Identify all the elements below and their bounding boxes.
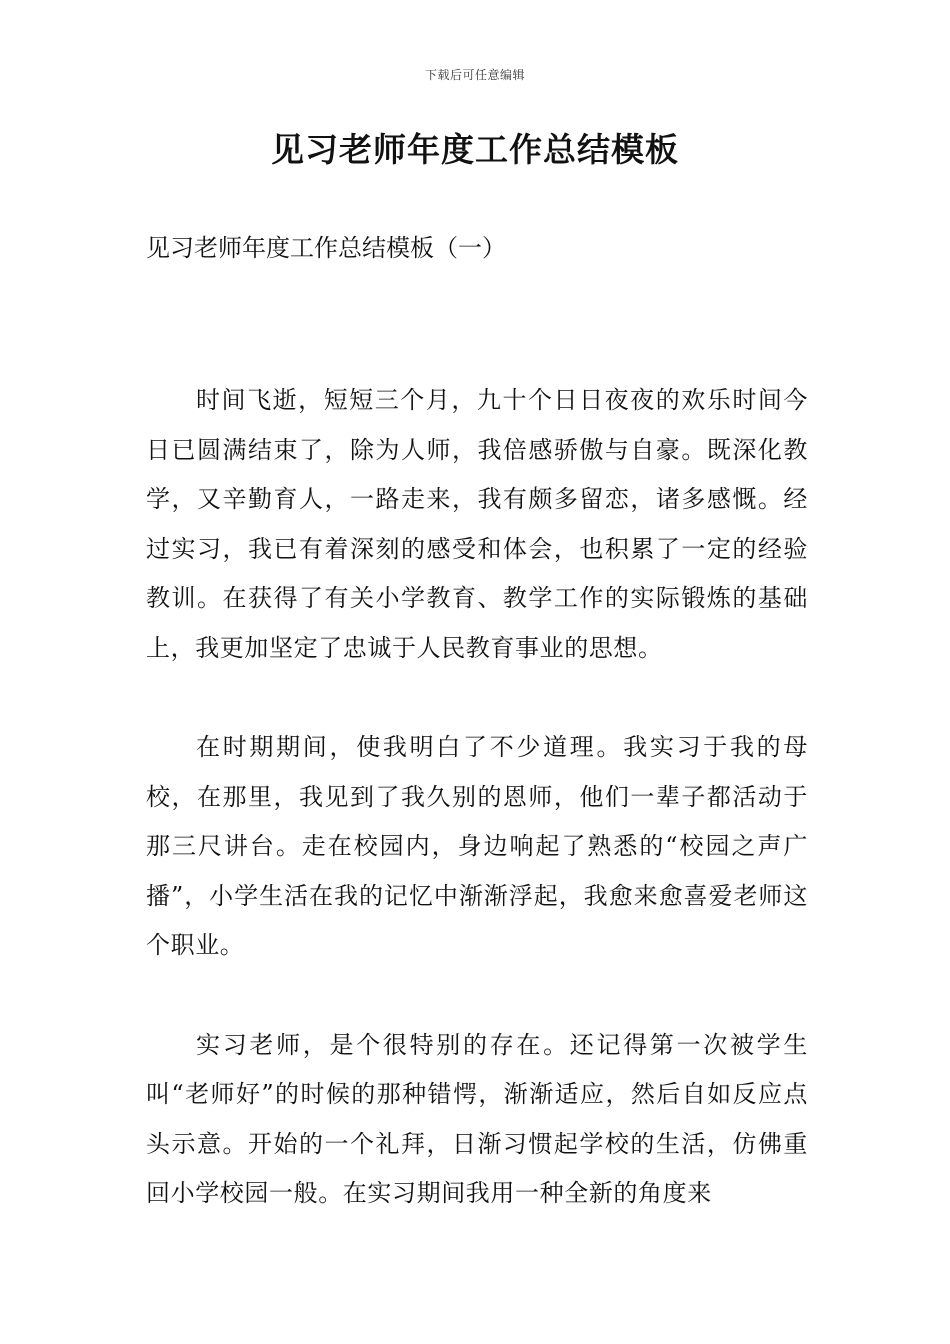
header-note: 下载后可任意编辑 (424, 68, 525, 82)
document-body (146, 376, 808, 1269)
document-subtitle: 见习老师年度工作总结模板（一） (146, 234, 506, 262)
paragraph: 时间飞逝，短短三个月，九十个日日夜夜的欢乐时间今日已圆满结束了，除为人师，我倍感骄傲与自豪。既深化教学，又辛勤育人，一路走来，我有颇多留恋，诸多感慨。经过实习，我已有着深刻的感受和体会，也积累了一定的经验教训。在获得了有关小学教育、教学工作的实际锻炼的基础上，我更加坚定了忠诚于人民教育事业的思想。 (146, 386, 808, 662)
document-title: 见习老师年度工作总结模板 (271, 130, 679, 169)
paragraph: 实习老师，是个很特别的存在。还记得第一次被学生叫“老师好”的时候的那种错愕，渐渐适应，然后自如反应点头示意。开始的一个礼拜，日渐习惯起学校的生活，仿佛重回小学校园一般。在实习期间我用一种全新的角度来 (146, 1030, 808, 1207)
paragraph: 在时期期间，使我明白了不少道理。我实习于我的母校，在那里，我见到了我久别的恩师，他们一辈子都活动于那三尺讲台。走在校园内，身边响起了熟悉的“校园之声广播”，小学生活在我的记忆中渐渐浮起，我愈来愈喜爱老师这个职业。 (146, 733, 808, 959)
